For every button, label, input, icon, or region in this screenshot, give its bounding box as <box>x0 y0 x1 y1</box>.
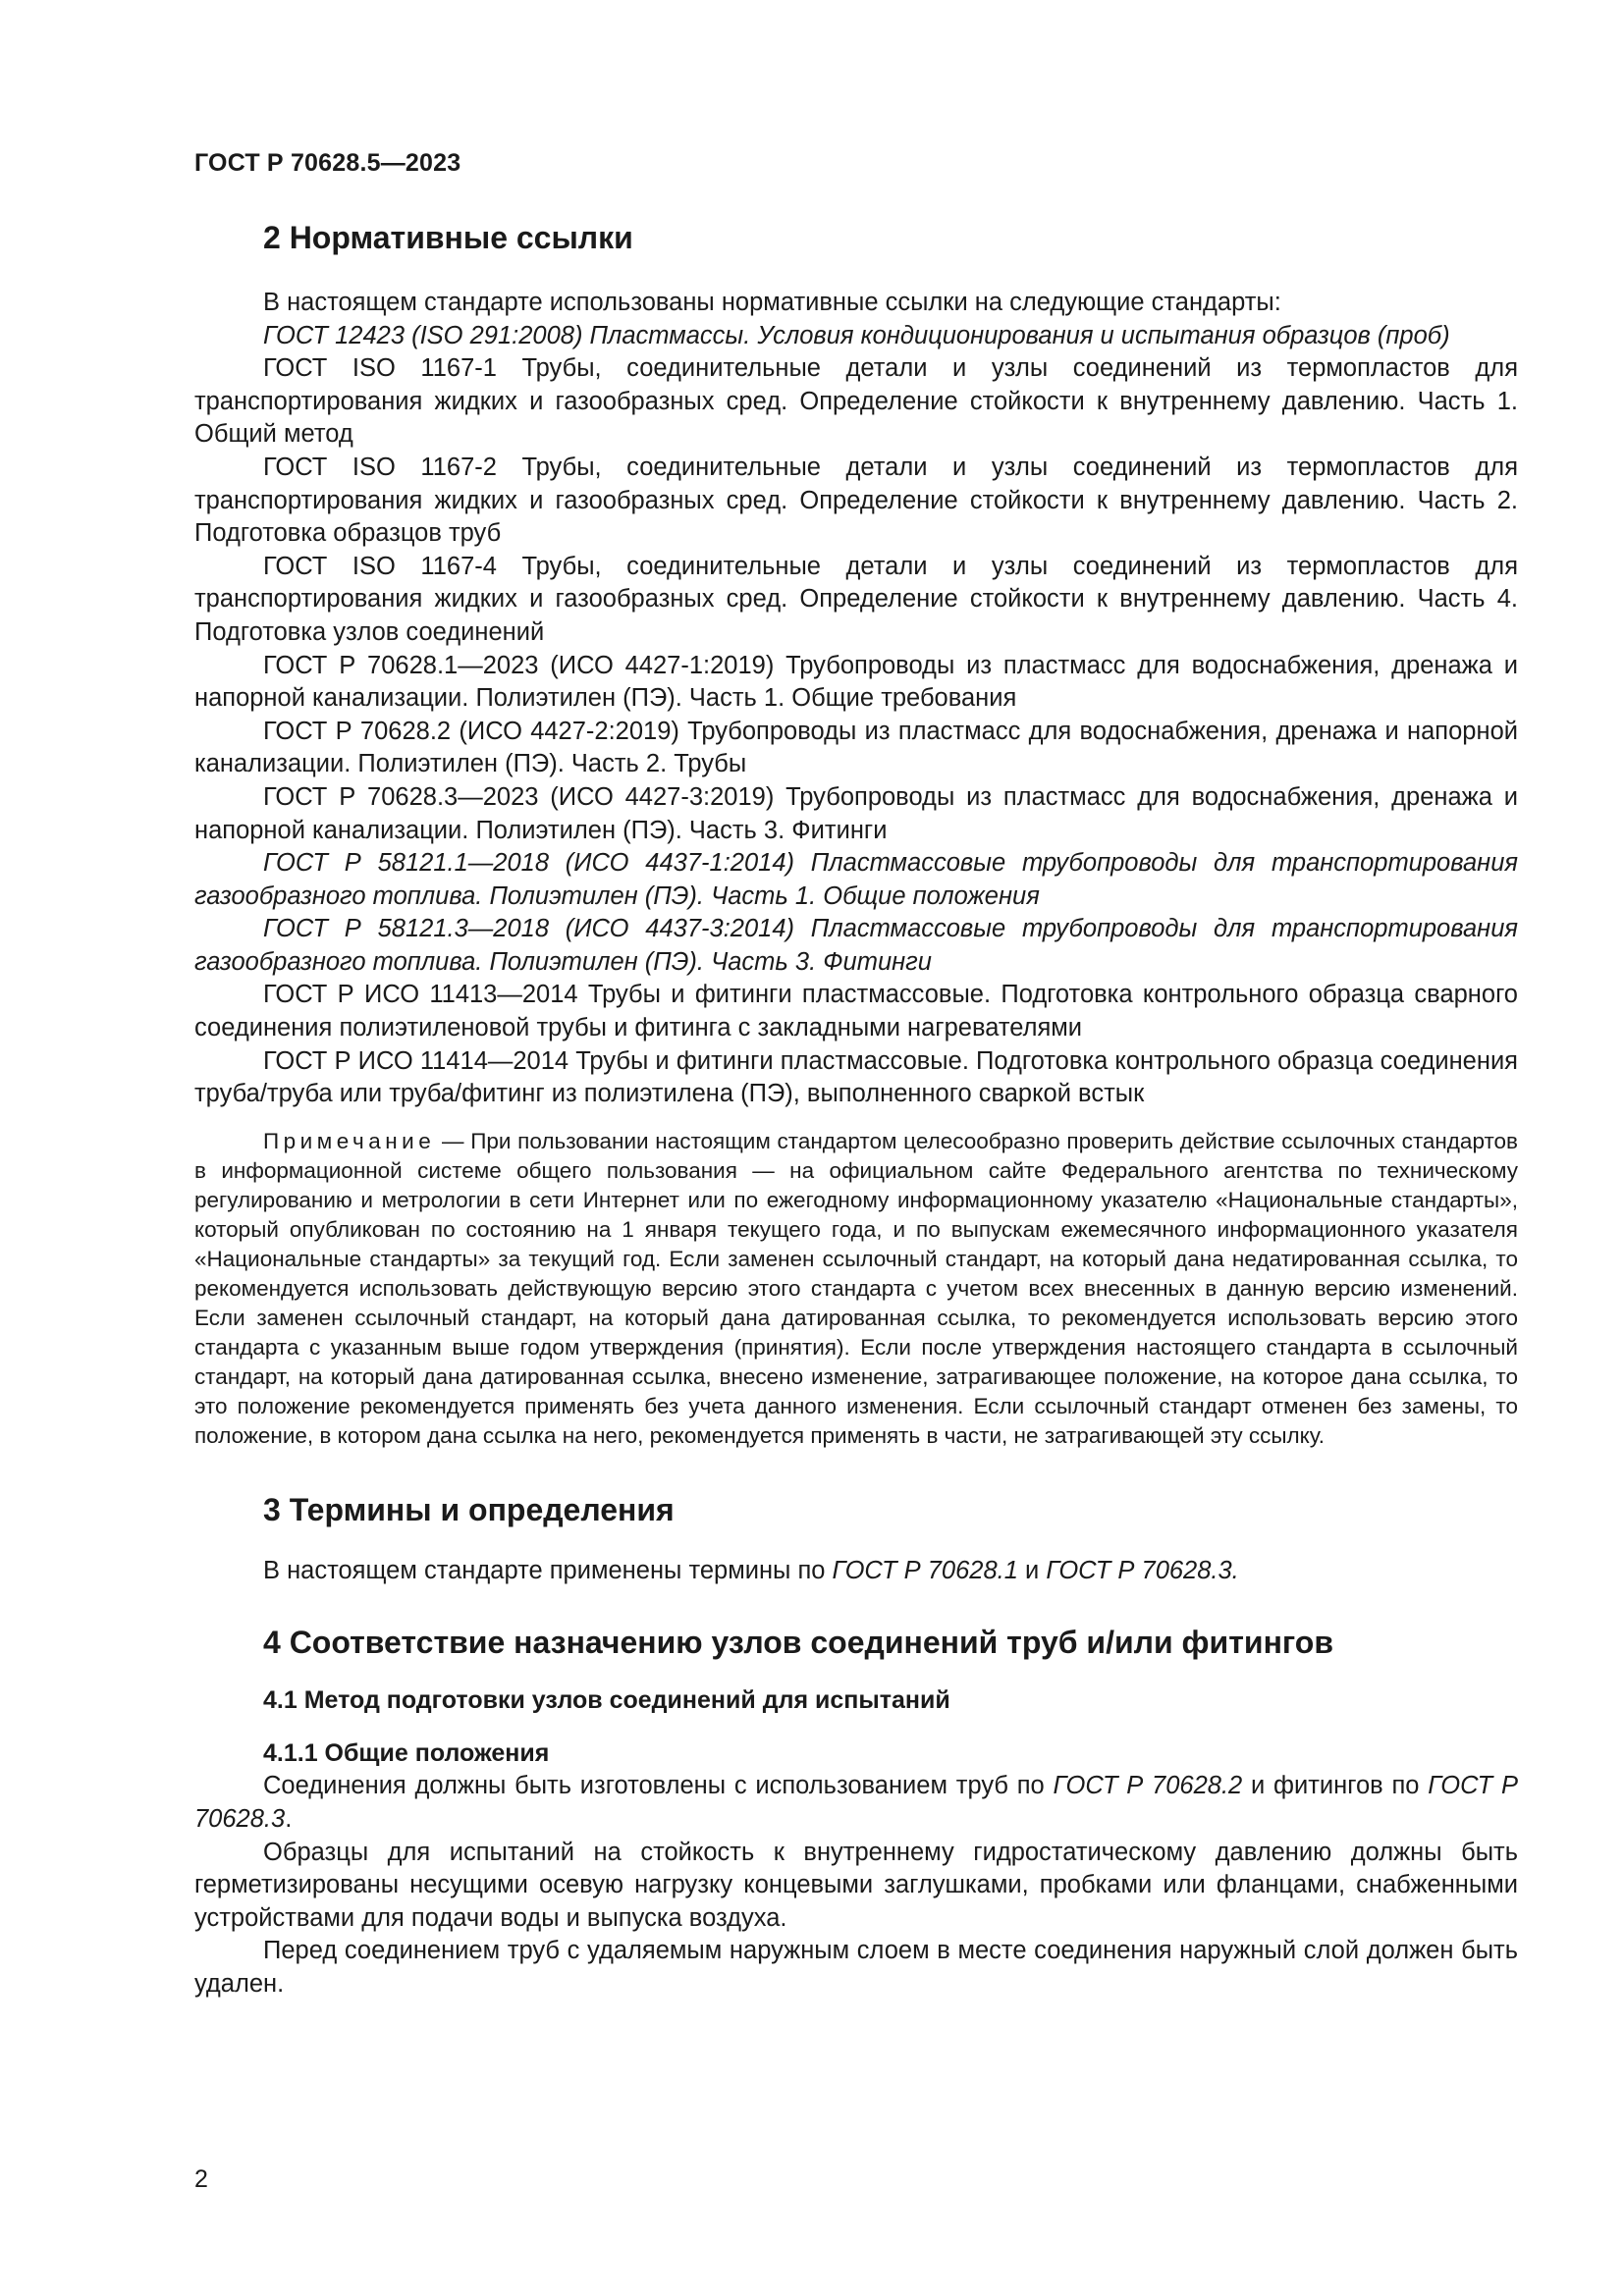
references-note <box>194 1127 1518 1451</box>
note-label: Примечание <box>263 1128 436 1153</box>
reference-item: ГОСТ ISO 1167-2 Трубы, соединительные детали и узлы соединений из термопластов для транспортирования жидких и газообразных сред. Определение стойкости к внутреннему давлению. Часть 2. Подготовка образцов труб <box>194 453 1518 548</box>
reference-item: ГОСТ Р 58121.1—2018 (ИСО 4437-1:2014) Пластмассовые трубопроводы для транспортирования газообразного топлива. Полиэтилен (ПЭ). Часть 1. Общие положения <box>194 849 1518 910</box>
section-3-text <box>194 1555 1518 1588</box>
page-number: 2 <box>194 2165 208 2193</box>
reference-item: ГОСТ Р 70628.2 (ИСО 4427-2:2019) Трубопроводы из пластмасс для водоснабжения, дренажа и напорной канализации. Полиэтилен (ПЭ). Часть 2. Трубы <box>194 717 1518 778</box>
section-4-paragraph-1 <box>194 1770 1518 1836</box>
p1-text-a: Соединения должны быть изготовлены с использованием труб по <box>263 1772 1054 1800</box>
references-block <box>194 287 1518 1111</box>
reference-item: ГОСТ ISO 1167-1 Трубы, соединительные детали и узлы соединений из термопластов для транспортирования жидких и газообразных сред. Определение стойкости к внутреннему давлению. Часть 1. Общий метод <box>194 354 1518 449</box>
section-3-ref-b: ГОСТ Р 70628.3. <box>1046 1556 1239 1584</box>
section-3-text-a: В настоящем стандарте применены термины по <box>263 1556 833 1584</box>
section-3-ref-a: ГОСТ Р 70628.1 <box>832 1556 1018 1584</box>
p1-text-c: . <box>285 1805 293 1834</box>
section-3-title: 3 Термины и определения <box>263 1491 675 1527</box>
page-content <box>194 218 1518 2002</box>
section-3-text-b: и <box>1017 1556 1047 1584</box>
section-2-title: 2 Нормативные ссылки <box>263 220 633 255</box>
reference-item: ГОСТ Р 70628.3—2023 (ИСО 4427-3:2019) Трубопроводы из пластмасс для водоснабжения, дренажа и напорной канализации. Полиэтилен (ПЭ). Часть 3. Фитинги <box>194 782 1518 844</box>
reference-item: ГОСТ Р 58121.3—2018 (ИСО 4437-3:2014) Пластмассовые трубопроводы для транспортирования газообразного топлива. Полиэтилен (ПЭ). Часть 3. Фитинги <box>194 915 1518 976</box>
p1-text-b: и фитингов по <box>1242 1772 1429 1800</box>
section-4-title: 4 Соответствие назначению узлов соединений труб и/или фитингов <box>263 1625 1334 1661</box>
note-text: — При пользовании настоящим стандартом целесообразно проверить действие ссылочных стандартов в информационной системе общего пользования — на официальном сайте Федерального агентства по техническому регулированию и метрологии в сети Интернет или по ежегодному информационному указателю «Национальные стандарты», который опубликован по состоянию на 1 января текущего года, и по выпускам ежемесячного информационного указателя «Национальные стандарты» за текущий год. Если заменен ссылочный стандарт, на который дана недатированная ссылка, то рекомендуется использовать действующую версию этого стандарта с учетом всех внесенных в данную версию изменений. Если заменен ссылочный стандарт, на который дана датированная ссылка, то рекомендуется использовать версию этого стандарта с указанным выше годом утверждения (принятия). Если после утверждения настоящего стандарта в ссылочный стандарт, на который дана датированная ссылка, внесено изменение, затрагивающее положение, на которое дана ссылка, то это положение рекомендуется применять без учета данного изменения. Если ссылочный стандарт отменен без замены, то положение, в котором дана ссылка на него, рекомендуется применять в части, не затрагивающей эту ссылку. <box>194 1128 1518 1448</box>
subsection-4-1-1-title: 4.1.1 Общие положения <box>263 1739 550 1768</box>
p1-ref-1: ГОСТ Р 70628.2 <box>1053 1772 1243 1800</box>
reference-item: ГОСТ Р ИСО 11414—2014 Трубы и фитинги пластмассовые. Подготовка контрольного образца соединения труба/труба или труба/фитинг из полиэтилена (ПЭ), выполненного сваркой встык <box>194 1046 1518 1108</box>
document-code: ГОСТ Р 70628.5—2023 <box>194 149 461 177</box>
reference-item: ГОСТ Р ИСО 11413—2014 Трубы и фитинги пластмассовые. Подготовка контрольного образца сварного соединения полиэтиленовой трубы и фитинга с закладными нагревателями <box>194 981 1518 1042</box>
subsection-4-1-title: 4.1 Метод подготовки узлов соединений для испытаний <box>263 1686 950 1715</box>
reference-item: ГОСТ ISO 1167-4 Трубы, соединительные детали и узлы соединений из термопластов для транспортирования жидких и газообразных сред. Определение стойкости к внутреннему давлению. Часть 4. Подготовка узлов соединений <box>194 552 1518 646</box>
p1-ref-2: ГОСТ Р 70628.3 <box>194 1772 1518 1834</box>
section-4-paragraph-3: Перед соединением труб с удаляемым наружным слоем в месте соединения наружный слой должен быть удален. <box>194 1937 1518 1998</box>
section-4-paragraph-2: Образцы для испытаний на стойкость к внутреннему гидростатическому давлению должны быть герметизированы несущими осевую нагрузку концевыми заглушками, пробками или фланцами, снабженными устройствами для подачи воды и выпуска воздуха. <box>194 1838 1518 1932</box>
references-intro: В настоящем стандарте использованы нормативные ссылки на следующие стандарты: <box>263 289 1281 316</box>
reference-item: ГОСТ Р 70628.1—2023 (ИСО 4427-1:2019) Трубопроводы из пластмасс для водоснабжения, дренажа и напорной канализации. Полиэтилен (ПЭ). Часть 1. Общие требования <box>194 651 1518 713</box>
reference-item: ГОСТ 12423 (ISO 291:2008) Пластмассы. Условия кондиционирования и испытания образцов (проб) <box>263 321 1450 349</box>
